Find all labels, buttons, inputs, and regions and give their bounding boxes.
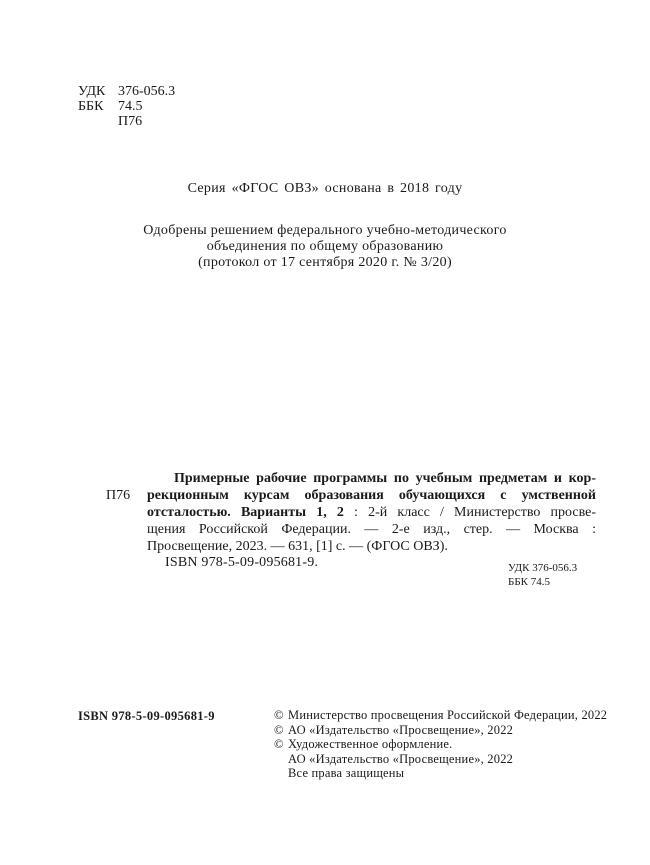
bib-line: Просвещение, 2023. — 631, [1] с. — (ФГОС ОВЗ).	[147, 539, 448, 554]
approval-note	[0, 223, 650, 271]
copyright-block	[274, 708, 607, 781]
bib-line-rest: : 2-й класс / Министерство просве-	[343, 505, 596, 520]
copyright-line: АО «Издательство «Просвещение», 2022	[288, 751, 514, 766]
copyright-icon: ©	[274, 708, 284, 722]
series-note: Серия «ФГОС ОВЗ» основана в 2018 году	[187, 181, 463, 196]
bib-udk: УДК 376-056.3	[508, 562, 578, 574]
bib-title-line: Примерные рабочие программы по учебным предметам и кор-	[174, 471, 596, 486]
bib-isbn: ISBN 978-5-09-095681-9.	[165, 555, 319, 570]
bib-codes	[508, 561, 577, 589]
bbk-row	[78, 99, 175, 114]
bib-bbk: ББК 74.5	[508, 576, 550, 588]
bib-line	[147, 504, 596, 521]
bib-title-line: рекционным курсам образования обучающихся с умственной	[147, 488, 596, 503]
copyright-icon: ©	[274, 737, 284, 751]
udk-value: 376-056.3	[118, 84, 176, 99]
approval-line: Одобрены решением федерального учебно-методического	[143, 223, 507, 238]
approval-line: (протокол от 17 сентября 2020 г. № 3/20)	[198, 255, 452, 270]
bbk-label: ББК	[78, 99, 104, 114]
author-mark: П76	[118, 114, 143, 129]
approval-line: объединения по общему образованию	[206, 239, 444, 254]
rights-reserved: Все права защищены	[288, 766, 405, 780]
copyright-line: © АО «Издательство «Просвещение», 2022	[274, 722, 514, 737]
footer-isbn: ISBN 978-5-09-095681-9	[78, 709, 215, 723]
udk-label: УДК	[78, 84, 106, 99]
copyright-line: © Министерство просвещения Российской Федерации, 2022	[274, 708, 608, 722]
bbk-value: 74.5	[118, 99, 143, 114]
bibliographic-entry	[147, 470, 596, 555]
copyright-icon: ©	[274, 722, 284, 737]
copyright-line: © Художественное оформление.	[274, 737, 453, 751]
classification-block	[78, 84, 175, 129]
bib-line: щения Российской Федерации. — 2-е изд., стер. — Москва :	[147, 522, 596, 537]
bib-author-mark: П76	[106, 488, 131, 503]
author-mark-row	[78, 114, 175, 129]
bib-title-end: отсталостью. Варианты 1, 2	[147, 505, 344, 520]
udk-row	[78, 84, 175, 99]
